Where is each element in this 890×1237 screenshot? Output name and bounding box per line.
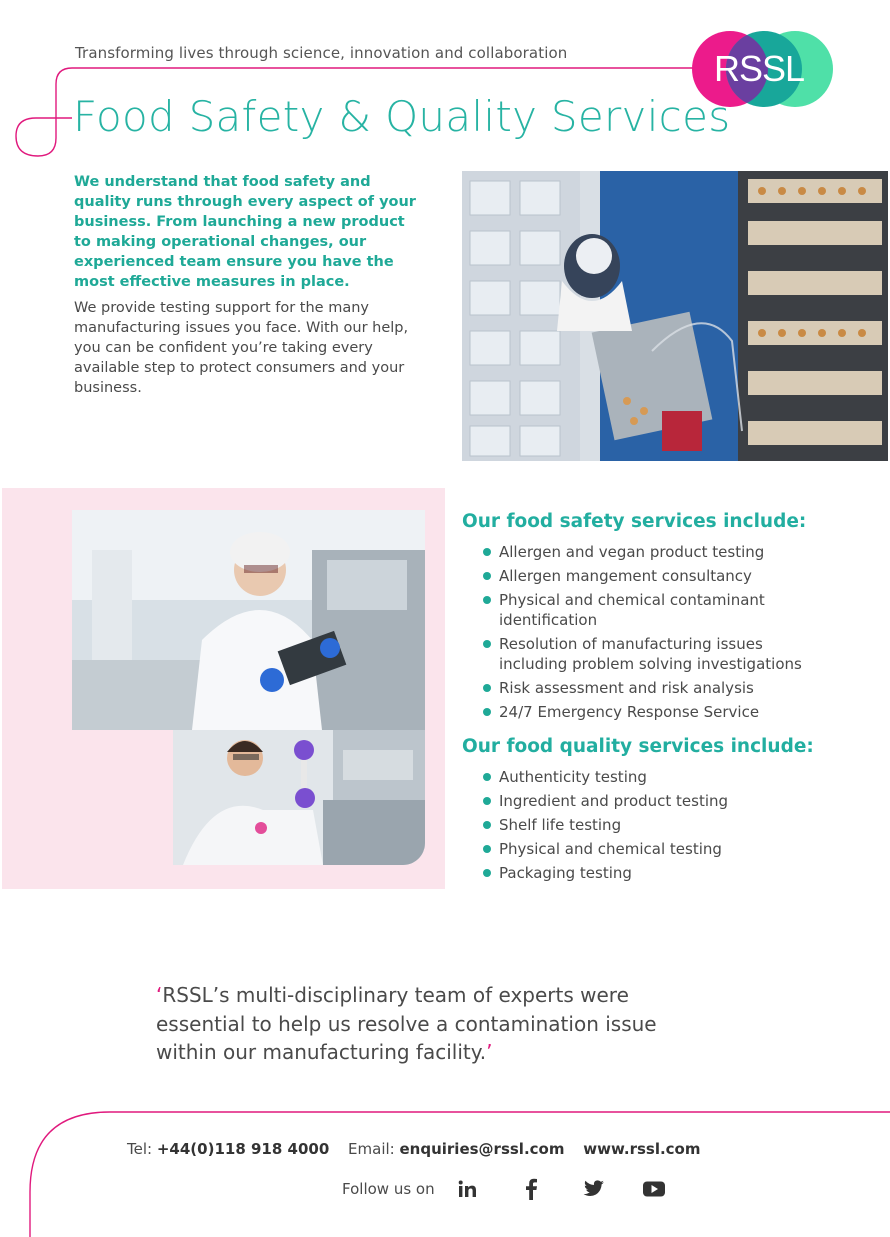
scientist-tablet-photo [72,510,425,730]
tagline: Transforming lives through science, innovation and collaboration [75,44,568,62]
bullet-icon [483,548,491,556]
phone-number[interactable]: +44(0)118 918 4000 [156,1140,330,1158]
page-title: Food Safety & Quality Services [73,92,731,141]
list-item: Shelf life testing [483,815,823,835]
logo-text: RSSL [714,48,805,89]
list-item: Allergen mangement consultancy [483,566,823,586]
tel-label: Tel: [127,1140,153,1158]
list-item: Risk assessment and risk analysis [483,678,823,698]
twitter-icon[interactable] [581,1177,607,1201]
bullet-icon [483,596,491,604]
email-link[interactable]: enquiries@rssl.com [399,1140,565,1158]
bullet-icon [483,773,491,781]
bullet-icon [483,869,491,877]
bullet-icon [483,640,491,648]
bullet-icon [483,708,491,716]
intro-body: We provide testing support for the many manufacturing issues you face. With our help, you can be confident you’re taking every available step to protect consumers and your business. [74,300,409,396]
footer-curve-line [0,1100,890,1237]
list-item: Physical and chemical contaminant identification [483,590,823,630]
testimonial-quote [156,981,716,1067]
safety-services-list [483,542,823,726]
list-item: Allergen and vegan product testing [483,542,823,562]
quote-text: RSSL’s multi-disciplinary team of experts were essential to help us resolve a contamination issue within our manufacturing facility. [156,983,657,1064]
bullet-icon [483,821,491,829]
list-item: Packaging testing [483,863,823,883]
quality-services-list [483,767,823,887]
email-label: Email: [348,1140,395,1158]
contact-details [127,1140,701,1158]
quality-services-heading: Our food quality services include: [462,736,814,757]
youtube-icon[interactable] [641,1177,667,1201]
scientist-pipette-photo [173,730,425,865]
safety-services-heading: Our food safety services include: [462,511,807,532]
bullet-icon [483,797,491,805]
intro-highlight: We understand that food safety and quality runs through every aspect of your business. From launching a new product to making operational changes, our experienced team ensure you have the most effective measures in place. [74,174,416,290]
open-quote-mark: ‘ [156,983,163,1007]
list-item: Ingredient and product testing [483,791,823,811]
list-item: Authenticity testing [483,767,823,787]
factory-worker-photo [462,171,888,461]
facebook-icon[interactable] [518,1177,544,1201]
list-item: 24/7 Emergency Response Service [483,702,823,722]
follow-label: Follow us on [342,1180,435,1198]
bullet-icon [483,684,491,692]
website-link[interactable]: www.rssl.com [583,1140,701,1158]
list-item: Physical and chemical testing [483,839,823,859]
linkedin-icon[interactable] [455,1177,481,1201]
list-item: Resolution of manufacturing issues including problem solving investigations [483,634,823,674]
bullet-icon [483,572,491,580]
close-quote-mark: ’ [486,1040,493,1064]
bullet-icon [483,845,491,853]
